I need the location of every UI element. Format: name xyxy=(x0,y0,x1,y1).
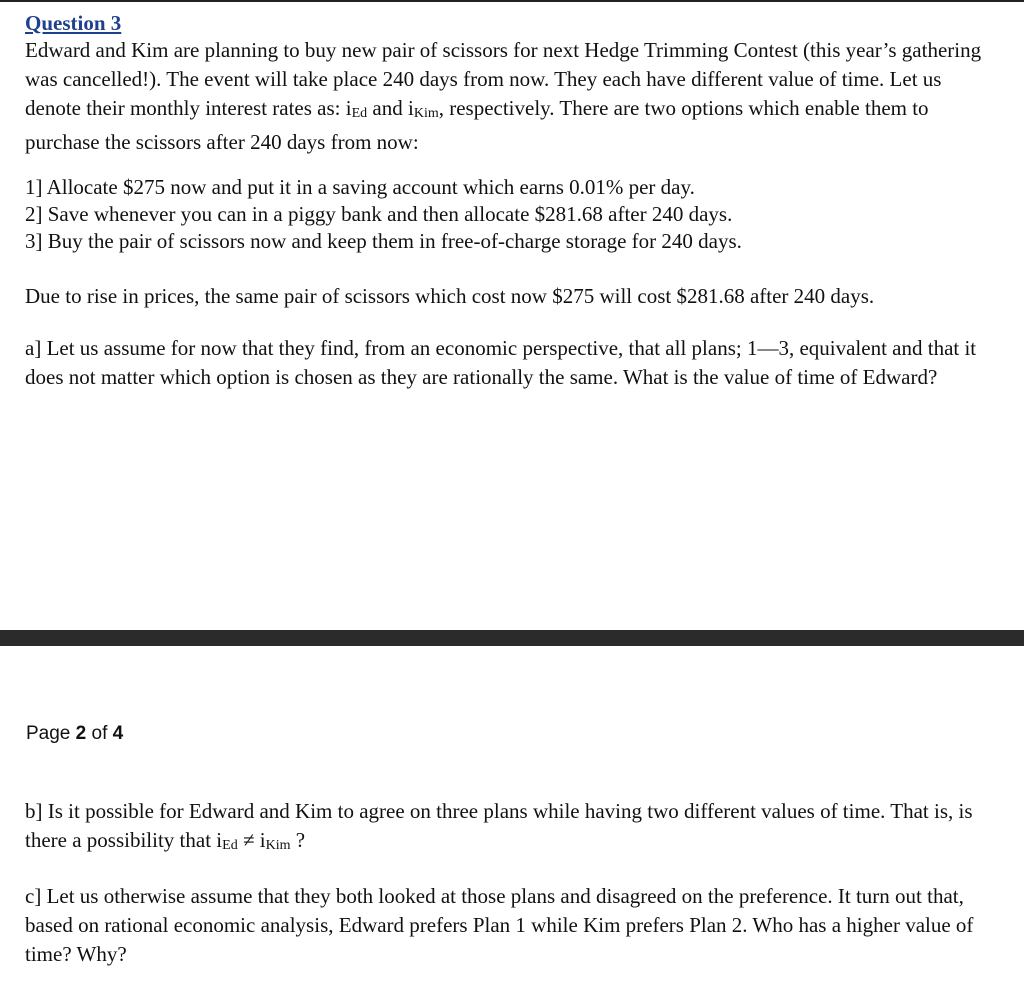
part-a-question: a] Let us assume for now that they find, from an economic perspective, that all plans; 1—3, equivalent and that it does not matter which option is chosen as they are rationally the same. What is the value of time of Edward? xyxy=(25,336,977,389)
var-i-ed-sub: Ed xyxy=(351,106,368,121)
part-b-question xyxy=(25,797,1000,860)
page-current: 2 xyxy=(75,723,87,744)
not-equal-sign: ≠ xyxy=(237,828,260,852)
var-i-kim-sub: Kim xyxy=(265,838,291,853)
intro-text-2: , respectively. There are two options which enable them to purchase the scissors after 240 days from now: xyxy=(25,96,929,154)
question-intro xyxy=(25,36,1000,157)
var-i-ed-sub: Ed xyxy=(222,838,238,853)
page-number xyxy=(26,723,123,745)
plan-list xyxy=(25,174,1000,255)
plan-1: 1] Allocate $275 now and put it in a saving account which earns 0.01% per day. xyxy=(25,175,695,199)
part-b-end: ? xyxy=(290,828,306,852)
var-i-kim-sub: Kim xyxy=(413,106,439,121)
page-of: of xyxy=(86,723,113,744)
var-i-kim: i xyxy=(407,96,414,120)
part-b-text: b] Is it possible for Edward and Kim to agree on three plans while having two different values of time. That is, is there a possibility that xyxy=(25,799,973,852)
page-prefix: Page xyxy=(26,723,76,744)
intro-and: and xyxy=(367,96,408,120)
var-i-ed: i xyxy=(345,96,352,120)
var-i-ed: i xyxy=(216,828,223,852)
intro-text-1: Edward and Kim are planning to buy new pair of scissors for next Hedge Trimming Contest (this year’s gathering was cancelled!). The event will take place 240 days from now. They each have different value of time. Let us denote their monthly interest rates as: xyxy=(25,38,982,120)
var-i-kim: i xyxy=(259,828,266,852)
question-title: Question 3 xyxy=(25,11,122,35)
part-c-question: c] Let us otherwise assume that they both looked at those plans and disagreed on the preference. It turn out that, based on rational economic analysis, Edward prefers Plan 1 while Kim prefers Plan 2. Who has a higher value of time? Why? xyxy=(25,884,974,966)
top-border xyxy=(0,0,1024,2)
page-total: 4 xyxy=(112,723,124,744)
page-separator xyxy=(0,630,1024,646)
plan-3: 3] Buy the pair of scissors now and keep them in free-of-charge storage for 240 days. xyxy=(25,229,742,253)
plan-2: 2] Save whenever you can in a piggy bank and then allocate $281.68 after 240 days. xyxy=(25,202,733,226)
price-statement: Due to rise in prices, the same pair of scissors which cost now $275 will cost $281.68 after 240 days. xyxy=(25,284,875,308)
